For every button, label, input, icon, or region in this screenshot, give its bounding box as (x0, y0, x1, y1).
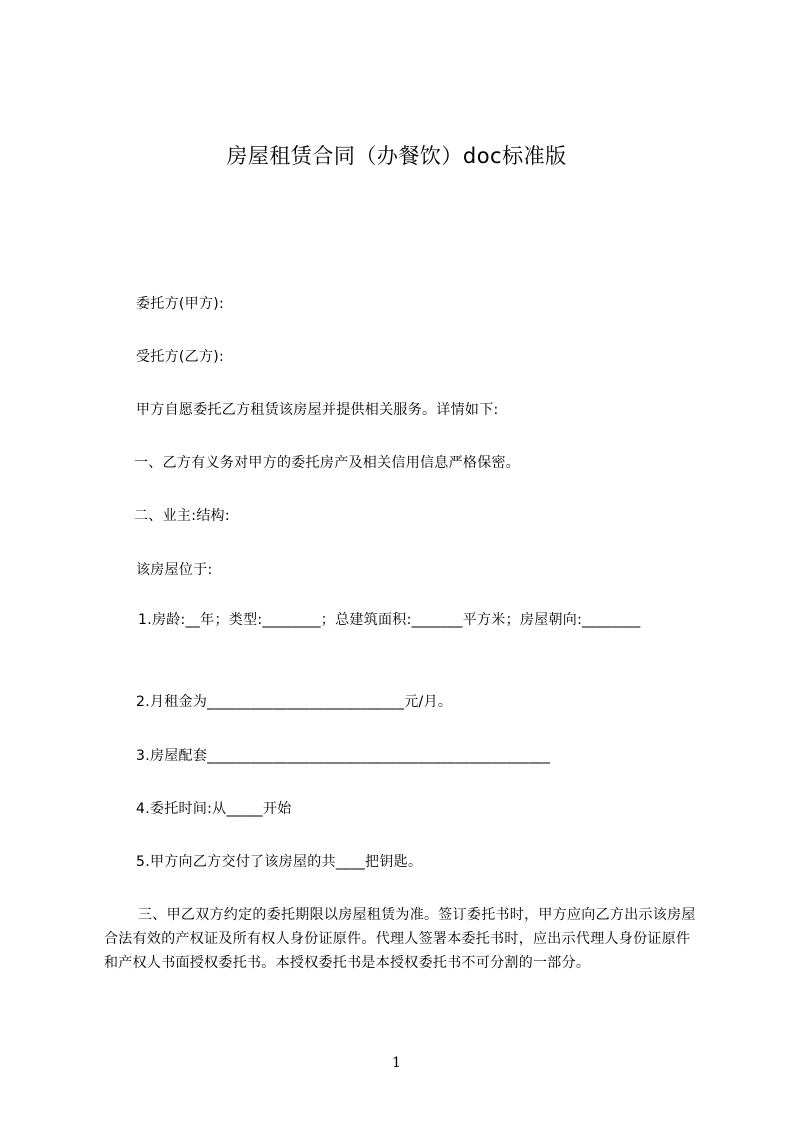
party-a-label: 委托方(甲方): (136, 296, 225, 312)
document-title: 房屋租赁合同（办餐饮）doc标准版 (226, 144, 567, 168)
clause-three-text: 三、甲乙双方约定的委托期限以房屋租赁为准。签订委托书时，甲方应向乙方出示该房屋合法有效的产权证及所有权人身份证原件。代理人签署本委托书时，应出示代理人身份证原件和产权人书面授权委托书。本授权委托书是本授权委托书不可分割的一部分。 (104, 907, 696, 971)
property-details-line (104, 608, 700, 632)
clause-three-paragraph (104, 903, 700, 975)
house-facilities-line: 3.房屋配套_______________________________________________ (136, 748, 551, 764)
party-b-label: 受托方(乙方): (136, 349, 225, 365)
page-number: 1 (392, 1055, 401, 1071)
property-details-text: 1.房龄:__年；类型:________；总建筑面积:_______平方米；房屋朝向:________ (138, 612, 641, 628)
clause-two: 二、业主:结构: (134, 508, 230, 524)
intro-line: 甲方自愿委托乙方租赁该房屋并提供相关服务。详情如下: (136, 402, 499, 418)
property-location-line: 该房屋位于: (136, 562, 213, 578)
monthly-rent-line: 2.月租金为___________________________元/月。 (136, 694, 453, 710)
clause-one: 一、乙方有义务对甲方的委托房产及相关信用信息严格保密。 (134, 455, 521, 471)
entrust-time-line: 4.委托时间:从_____开始 (136, 801, 292, 817)
keys-delivered-line: 5.甲方向乙方交付了该房屋的共____把钥匙。 (136, 854, 423, 870)
